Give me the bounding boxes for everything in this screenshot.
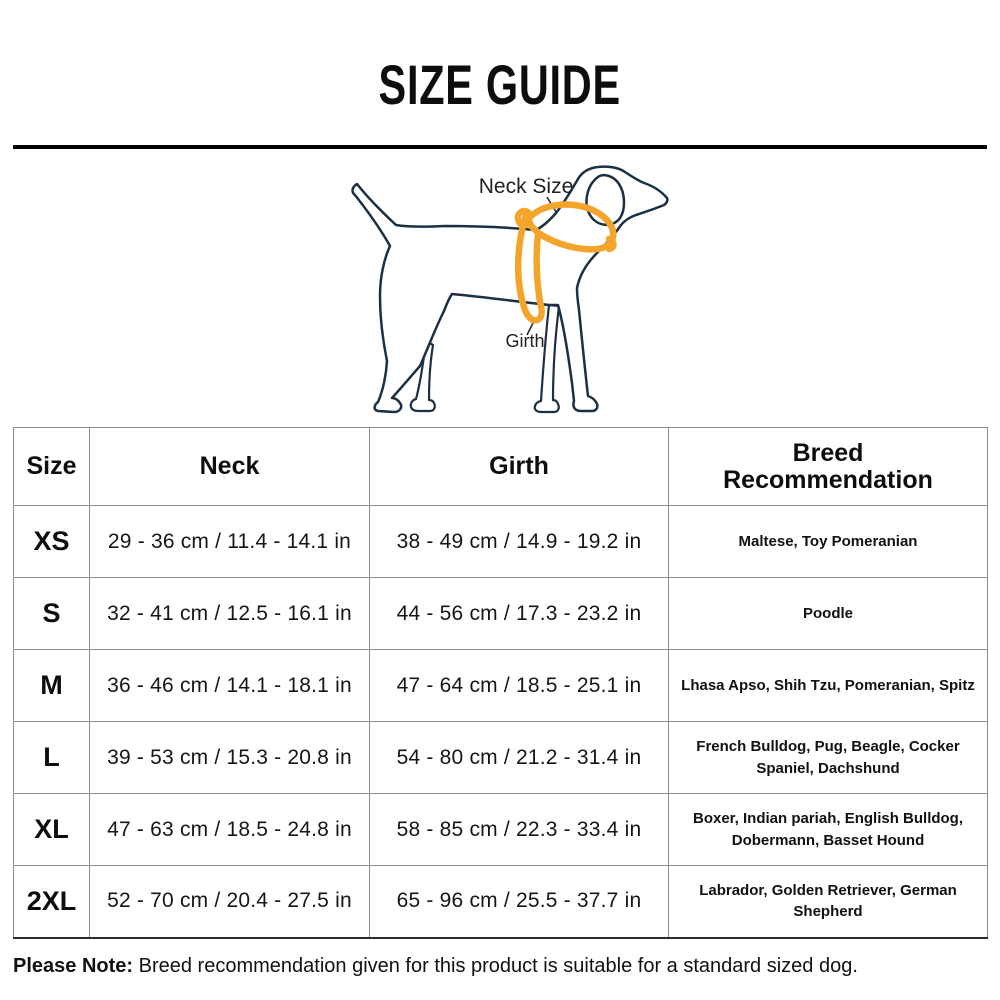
girth-cell: 54 - 80 cm / 21.2 - 31.4 in [370, 722, 669, 794]
header-breed [669, 428, 988, 506]
size-cell: XS [14, 506, 90, 578]
size-cell: L [14, 722, 90, 794]
divider-rule [13, 145, 987, 149]
page-title-text: SIZE GUIDE [378, 53, 622, 116]
breed-cell: Maltese, Toy Pomeranian [669, 506, 988, 578]
size-cell: M [14, 650, 90, 722]
header-girth: Girth [370, 428, 669, 506]
size-cell: XL [14, 794, 90, 866]
neck-cell: 47 - 63 cm / 18.5 - 24.8 in [90, 794, 370, 866]
girth-cell: 47 - 64 cm / 18.5 - 25.1 in [370, 650, 669, 722]
table-header-row [14, 428, 988, 506]
page-title [0, 52, 1000, 117]
girth-cell: 58 - 85 cm / 22.3 - 33.4 in [370, 794, 669, 866]
neck-cell: 52 - 70 cm / 20.4 - 27.5 in [90, 866, 370, 938]
girth-cell: 38 - 49 cm / 14.9 - 19.2 in [370, 506, 669, 578]
breed-cell: Lhasa Apso, Shih Tzu, Pomeranian, Spitz [669, 650, 988, 722]
neck-cell: 36 - 46 cm / 14.1 - 18.1 in [90, 650, 370, 722]
breed-cell: Labrador, Golden Retriever, German Shepherd [669, 866, 988, 938]
footer-note [13, 955, 987, 978]
table-row [14, 650, 988, 722]
table-row [14, 578, 988, 650]
neck-cell: 32 - 41 cm / 12.5 - 16.1 in [90, 578, 370, 650]
breed-cell: Boxer, Indian pariah, English Bulldog, Dobermann, Basset Hound [669, 794, 988, 866]
header-breed-text: Breed Recommendation [723, 439, 933, 494]
breed-cell: French Bulldog, Pug, Beagle, Cocker Spaniel, Dachshund [669, 722, 988, 794]
note-label: Please Note: [13, 955, 134, 977]
size-table [13, 427, 988, 939]
girth-label: Girth [505, 331, 545, 351]
header-neck: Neck [90, 428, 370, 506]
table-row [14, 794, 988, 866]
size-cell: 2XL [14, 866, 90, 938]
neck-size-label: Neck Size [478, 175, 574, 198]
neck-cell: 39 - 53 cm / 15.3 - 20.8 in [90, 722, 370, 794]
table-row [14, 722, 988, 794]
note-text: Breed recommendation given for this product is suitable for a standard sized dog. [133, 955, 858, 977]
table-row [14, 866, 988, 938]
girth-cell: 44 - 56 cm / 17.3 - 23.2 in [370, 578, 669, 650]
girth-cell: 65 - 96 cm / 25.5 - 37.7 in [370, 866, 669, 938]
breed-cell: Poodle [669, 578, 988, 650]
header-size: Size [14, 428, 90, 506]
table-row [14, 506, 988, 578]
neck-cell: 29 - 36 cm / 11.4 - 14.1 in [90, 506, 370, 578]
size-cell: S [14, 578, 90, 650]
